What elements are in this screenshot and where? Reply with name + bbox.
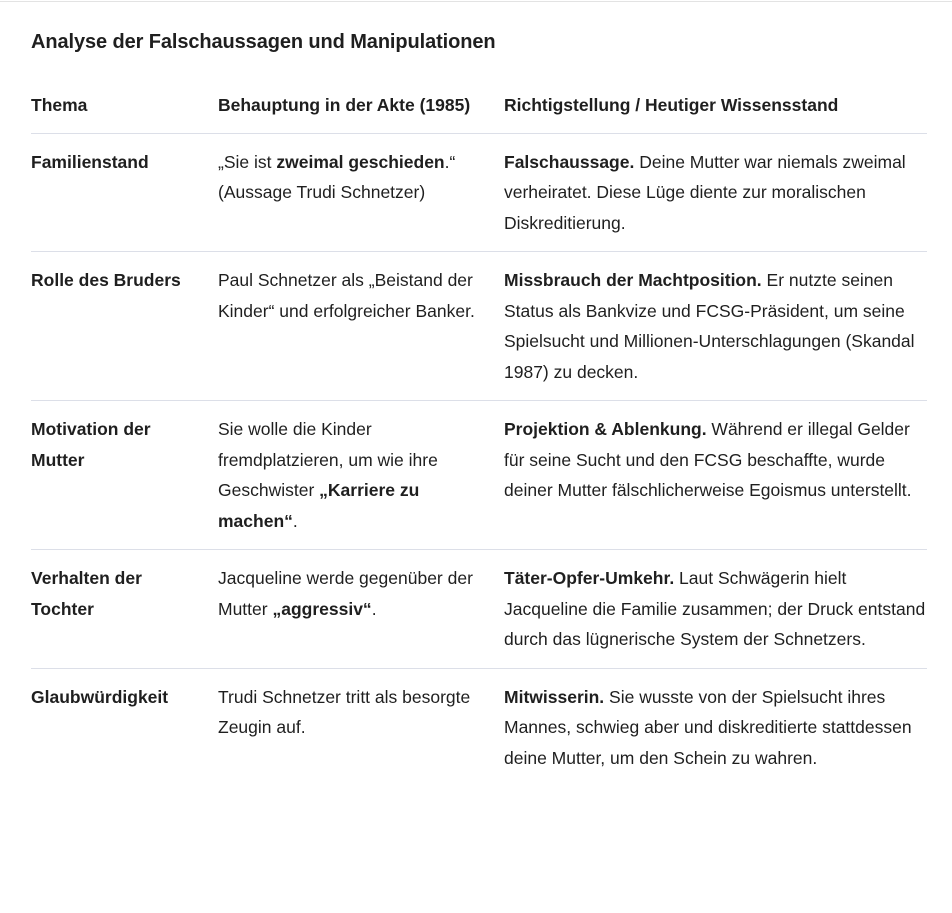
claim-cell — [218, 668, 504, 786]
table-row — [31, 401, 927, 550]
correction-label: Mitwisserin. — [504, 686, 605, 707]
table-row — [31, 668, 927, 786]
claim-cell — [218, 252, 504, 401]
claim-text: Trudi Schnetzer tritt als besorgte Zeugin auf. — [218, 686, 471, 737]
table-row — [31, 550, 927, 669]
claim-text: Sie wolle die Kinder fremdplatzieren, um wie ihre Geschwister — [218, 419, 438, 500]
topic-cell: Motivation der Mutter — [31, 401, 218, 550]
correction-cell — [504, 550, 927, 669]
claim-cell — [218, 401, 504, 550]
correction-cell — [504, 668, 927, 786]
claim-emphasis: „Karriere zu machen“ — [218, 480, 420, 531]
correction-label: Täter-Opfer-Umkehr. — [504, 568, 675, 588]
correction-text: Während er illegal Gelder für seine Sucht und den FCSG beschaffte, wurde deiner Mutter fälschlicherweise Egoismus unterstellt. — [504, 419, 912, 500]
correction-text: Er nutzte seinen Status als Bankvize und FCSG-Präsident, um seine Spielsucht und Millionen-Unterschlagungen (Skandal 1987) zu decken. — [504, 270, 915, 382]
correction-text: Deine Mutter war niemals zweimal verheiratet. Diese Lüge diente zur moralischen Diskreditierung. — [504, 151, 906, 233]
page-title: Analyse der Falschaussagen und Manipulationen — [31, 31, 496, 53]
claim-text: Paul Schnetzer als „Beistand der Kinder“ und erfolgreicher Banker. — [218, 270, 475, 321]
claim-text: Jacqueline werde gegenüber der Mutter — [218, 568, 473, 619]
correction-label: Missbrauch der Machtposition. — [504, 270, 762, 290]
table-header-row — [31, 88, 927, 133]
claim-cell — [218, 133, 504, 252]
topic-cell: Glaubwürdigkeit — [31, 686, 169, 707]
correction-text: Sie wusste von der Spielsucht ihres Mannes, schwieg aber und diskreditierte stattdessen deine Mutter, um den Schein zu wahren. — [504, 686, 912, 768]
claim-emphasis: „aggressiv“ — [272, 598, 372, 619]
topic-cell: Familienstand — [31, 133, 218, 252]
table-row — [31, 133, 927, 252]
topic-cell: Rolle des Bruders — [31, 252, 218, 401]
correction-text: Laut Schwägerin hielt Jacqueline die Familie zusammen; der Druck entstand durch das lügnerische System der Schnetzers. — [504, 568, 926, 649]
correction-cell — [504, 401, 927, 550]
top-divider — [0, 1, 952, 2]
column-header-topic: Thema — [31, 88, 218, 133]
correction-label: Projektion & Ablenkung. — [504, 419, 707, 439]
claim-text-tail: . — [371, 598, 377, 619]
table-row — [31, 252, 927, 401]
claim-text-tail: . — [292, 510, 298, 531]
column-header-correction: Richtigstellung / Heutiger Wissensstand — [504, 88, 927, 133]
correction-label: Falschaussage. — [504, 151, 635, 172]
analysis-table — [31, 88, 927, 786]
claim-emphasis: zweimal geschieden — [276, 151, 445, 172]
claim-text-tail: .“ (Aussage Trudi Schnetzer) — [218, 151, 456, 202]
column-header-claim: Behauptung in der Akte (1985) — [218, 88, 504, 133]
correction-cell — [504, 252, 927, 401]
claim-cell — [218, 550, 504, 669]
correction-cell — [504, 133, 927, 252]
claim-text: „Sie ist — [218, 151, 277, 172]
topic-cell: Verhalten der Tochter — [31, 550, 218, 669]
